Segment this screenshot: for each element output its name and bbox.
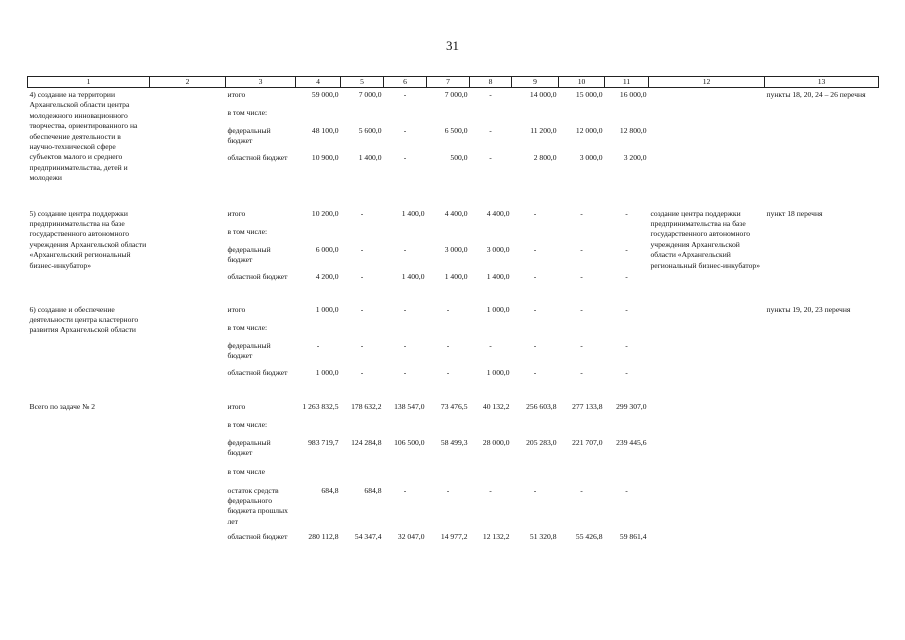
amount-cell: 684,8 <box>364 485 382 495</box>
amount-cell: 1 400,0 <box>358 152 382 162</box>
amount-cell: 684,8 <box>321 485 339 495</box>
amount-cell: - <box>533 367 537 377</box>
amount-cell: 16 000,0 <box>619 90 647 99</box>
funding-source: областной бюджет <box>227 152 288 162</box>
amount-cell <box>427 323 470 341</box>
amount-cell: - <box>580 208 583 218</box>
amount-cell: - <box>533 271 537 281</box>
amount-cell <box>512 227 559 245</box>
amount-cell: 2 800,0 <box>533 152 557 162</box>
amount-cell: 10 900,0 <box>311 152 339 162</box>
amount-cell: - <box>580 304 583 314</box>
amount-cell: 500,0 <box>450 152 468 162</box>
amount-cell: 14 000,0 <box>529 90 557 99</box>
amount-cell: 11 200,0 <box>530 125 557 135</box>
executor-cell <box>150 296 226 393</box>
funding-source: в том числе <box>227 466 265 476</box>
amount-cell: 59 000,0 <box>311 90 339 99</box>
amount-cell: - <box>489 340 492 350</box>
amount-cell <box>427 420 470 438</box>
funding-source: областной бюджет <box>227 367 288 377</box>
list-references: пункт 18 перечня <box>766 208 823 218</box>
table-row <box>28 393 879 420</box>
amount-cell: 256 603,8 <box>526 401 557 411</box>
amount-cell: 3 000,0 <box>444 244 468 254</box>
column-number: 11 <box>605 77 649 88</box>
amount-cell: 205 283,0 <box>526 437 557 447</box>
amount-cell <box>512 420 559 438</box>
column-number: 6 <box>384 77 427 88</box>
amount-cell: - <box>625 208 628 218</box>
amount-cell <box>512 467 559 486</box>
amount-cell <box>296 227 341 245</box>
amount-cell: 7 000,0 <box>444 90 468 99</box>
amount-cell: - <box>316 340 320 350</box>
amount-cell <box>341 227 384 245</box>
table-row <box>28 296 879 323</box>
amount-cell <box>559 467 605 486</box>
amount-cell <box>427 467 470 486</box>
amount-cell <box>384 323 427 341</box>
amount-cell <box>296 420 341 438</box>
amount-cell: - <box>403 244 407 254</box>
amount-cell: 12 000,0 <box>575 125 603 135</box>
funding-source: итого <box>227 401 246 411</box>
amount-cell: 1 400,0 <box>401 208 425 218</box>
amount-cell: - <box>446 367 450 377</box>
amount-cell <box>559 323 605 341</box>
amount-cell <box>341 323 384 341</box>
page-number: 31 <box>446 38 459 53</box>
funding-source: итого <box>227 208 246 218</box>
amount-cell <box>296 108 341 126</box>
amount-cell <box>559 108 605 126</box>
amount-cell <box>384 420 427 438</box>
amount-cell <box>341 108 384 126</box>
amount-cell: - <box>446 304 450 314</box>
amount-cell <box>605 227 649 245</box>
amount-cell: 1 400,0 <box>486 271 510 281</box>
amount-cell: 1 400,0 <box>401 271 425 281</box>
amount-cell <box>512 323 559 341</box>
expected-result <box>649 393 765 559</box>
amount-cell: - <box>489 90 492 99</box>
amount-cell: - <box>360 340 364 350</box>
amount-cell: - <box>625 271 628 281</box>
amount-cell: 5 600,0 <box>358 125 382 135</box>
amount-cell <box>384 467 427 486</box>
amount-cell: - <box>403 152 407 162</box>
amount-cell: - <box>403 485 407 495</box>
amount-cell: 1 000,0 <box>486 367 510 377</box>
amount-cell: 221 707,0 <box>572 437 603 447</box>
amount-cell <box>605 420 649 438</box>
table-row <box>28 201 879 227</box>
amount-cell: - <box>533 244 537 254</box>
amount-cell: - <box>533 485 537 495</box>
column-number: 5 <box>341 77 384 88</box>
amount-cell: 106 500,0 <box>394 437 425 447</box>
amount-cell: 3 000,0 <box>486 244 510 254</box>
amount-cell: - <box>403 125 407 135</box>
amount-cell <box>559 227 605 245</box>
amount-cell: 299 307,0 <box>616 401 647 411</box>
amount-cell <box>605 323 649 341</box>
amount-cell: 3 200,0 <box>623 152 647 162</box>
amount-cell <box>605 467 649 486</box>
amount-cell <box>384 227 427 245</box>
amount-cell: - <box>625 340 628 350</box>
amount-cell: 15 000,0 <box>575 90 603 99</box>
amount-cell: 12 800,0 <box>619 125 647 135</box>
amount-cell: - <box>625 485 628 495</box>
table-row <box>28 88 879 108</box>
amount-cell: - <box>580 340 583 350</box>
amount-cell: - <box>360 271 364 281</box>
amount-cell: 48 100,0 <box>311 125 339 135</box>
amount-cell: - <box>360 304 364 314</box>
funding-source: итого <box>227 304 246 314</box>
amount-cell: - <box>489 125 492 135</box>
amount-cell: 280 112,8 <box>308 531 339 541</box>
amount-cell: 55 426,8 <box>575 531 603 541</box>
amount-cell: 59 861,4 <box>619 531 647 541</box>
column-number: 10 <box>559 77 605 88</box>
column-number: 4 <box>296 77 341 88</box>
funding-source: в том числе: <box>227 107 268 117</box>
amount-cell: - <box>403 367 407 377</box>
activity-name: Всего по задаче № 2 <box>29 401 96 411</box>
funding-source: в том числе: <box>227 226 268 236</box>
column-number: 9 <box>512 77 559 88</box>
amount-cell: - <box>446 340 450 350</box>
amount-cell <box>470 227 512 245</box>
amount-cell: 28 000,0 <box>482 437 510 447</box>
amount-cell <box>296 323 341 341</box>
column-number: 13 <box>765 77 879 88</box>
amount-cell: 4 200,0 <box>315 271 339 281</box>
funding-source: областной бюджет <box>227 531 288 541</box>
amount-cell: - <box>625 304 628 314</box>
activity-name: 4) создание на территории Архангельской области центра молодежного инновационного творчества, ориентированного на обеспечение деятельности в научно-технической сфере субъектов малого и среднего предпринимательства, детей и молодежи <box>29 90 138 183</box>
amount-cell <box>559 420 605 438</box>
amount-cell: - <box>403 304 407 314</box>
amount-cell: - <box>403 340 407 350</box>
amount-cell: 51 320,8 <box>529 531 557 541</box>
expected-result <box>649 296 765 393</box>
activity-name: 5) создание центра поддержки предпринимательства на базе государственного автономного учреждения Архангельской области «Архангельский региональный бизнес-инкубатор» <box>29 208 147 270</box>
funding-source: в том числе: <box>227 419 268 429</box>
expected-result: создание центра поддержки предпринимательства на базе государственного автономного учреждения Архангельской области «Архангельский региональный бизнес-инкубатор» <box>650 208 761 270</box>
amount-cell: 277 133,8 <box>572 401 603 411</box>
amount-cell: - <box>489 152 492 162</box>
amount-cell: - <box>625 244 628 254</box>
amount-cell: 239 445,6 <box>616 437 647 447</box>
amount-cell: 3 000,0 <box>579 152 603 162</box>
amount-cell <box>470 467 512 486</box>
amount-cell <box>296 467 341 486</box>
amount-cell: 1 000,0 <box>486 304 510 314</box>
column-number: 7 <box>427 77 470 88</box>
amount-cell <box>427 108 470 126</box>
amount-cell: - <box>533 340 537 350</box>
amount-cell: - <box>580 271 583 281</box>
amount-cell: - <box>489 485 492 495</box>
amount-cell <box>384 108 427 126</box>
list-references: пункты 19, 20, 23 перечня <box>766 304 851 314</box>
amount-cell: 4 400,0 <box>486 208 510 218</box>
amount-cell <box>470 420 512 438</box>
amount-cell: 40 132,2 <box>482 401 510 411</box>
amount-cell: 1 400,0 <box>444 271 468 281</box>
amount-cell: - <box>533 208 537 218</box>
amount-cell: 138 547,0 <box>394 401 425 411</box>
column-number: 3 <box>226 77 296 88</box>
amount-cell: - <box>360 244 364 254</box>
amount-cell: 6 500,0 <box>444 125 468 135</box>
amount-cell: - <box>360 208 364 218</box>
funding-source: остаток средств федерального бюджета прошлых лет <box>227 485 288 526</box>
amount-cell: 178 632,2 <box>351 401 382 411</box>
column-number: 12 <box>649 77 765 88</box>
amount-cell: 1 263 832,5 <box>302 401 339 411</box>
column-number: 8 <box>470 77 512 88</box>
amount-cell: 58 499,3 <box>440 437 468 447</box>
amount-cell: - <box>580 367 583 377</box>
amount-cell <box>470 108 512 126</box>
executor-cell <box>150 88 226 201</box>
funding-source: федеральный бюджет <box>227 244 271 264</box>
executor-cell <box>150 393 226 559</box>
amount-cell <box>512 108 559 126</box>
expected-result <box>649 88 765 201</box>
amount-cell: 124 284,8 <box>351 437 382 447</box>
amount-cell: - <box>360 367 364 377</box>
amount-cell: 32 047,0 <box>397 531 425 541</box>
executor-cell <box>150 201 226 296</box>
amount-cell <box>427 227 470 245</box>
list-references: пункты 18, 20, 24 – 26 перечня <box>766 90 866 99</box>
amount-cell <box>470 323 512 341</box>
amount-cell: 1 000,0 <box>315 367 339 377</box>
amount-cell <box>605 108 649 126</box>
amount-cell: 54 347,4 <box>354 531 382 541</box>
column-number: 1 <box>28 77 150 88</box>
amount-cell <box>341 467 384 486</box>
budget-table <box>27 76 879 559</box>
funding-source: итого <box>227 90 246 99</box>
column-number-row <box>28 77 879 88</box>
amount-cell: - <box>403 90 407 99</box>
activity-name: 6) создание и обеспечение деятельности центра кластерного развития Архангельской области <box>29 304 139 335</box>
amount-cell: - <box>533 304 537 314</box>
amount-cell: 73 476,5 <box>440 401 468 411</box>
amount-cell: - <box>446 485 450 495</box>
funding-source: федеральный бюджет <box>227 340 271 360</box>
amount-cell: 983 719,7 <box>308 437 339 447</box>
amount-cell: - <box>580 244 583 254</box>
amount-cell: 10 200,0 <box>311 208 339 218</box>
amount-cell: - <box>580 485 583 495</box>
amount-cell: - <box>625 367 628 377</box>
funding-source: федеральный бюджет <box>227 125 271 145</box>
amount-cell: 14 977,2 <box>440 531 468 541</box>
amount-cell: 12 132,2 <box>482 531 510 541</box>
amount-cell: 4 400,0 <box>444 208 468 218</box>
funding-source: в том числе: <box>227 322 268 332</box>
amount-cell: 7 000,0 <box>358 90 382 99</box>
column-number: 2 <box>150 77 226 88</box>
amount-cell <box>341 420 384 438</box>
amount-cell: 1 000,0 <box>315 304 339 314</box>
amount-cell: 6 000,0 <box>315 244 339 254</box>
list-references <box>765 393 879 559</box>
funding-source: федеральный бюджет <box>227 437 271 457</box>
funding-source: областной бюджет <box>227 271 288 281</box>
